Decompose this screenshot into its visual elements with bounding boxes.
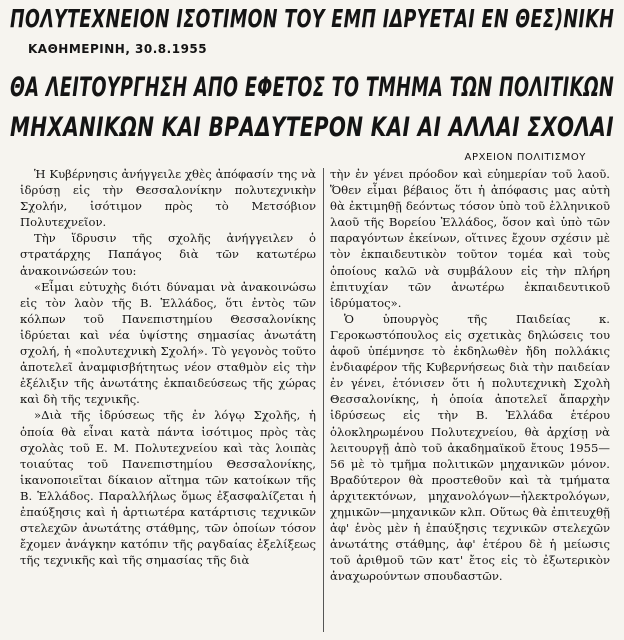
subheadline-line-1: ΘΑ ΛΕΙΤΟΥΡΓΗΣΗ ΑΠΟ ΕΦΕΤΟΣ ΤΟ ΤΜΗΜΑ ΤΩΝ ΠΟΛΙΤΙΚΩΝ xyxy=(10,72,615,103)
article-paragraph: τὴν ἐν γένει πρόοδον καὶ εὐημερίαν τοῦ λαοῦ. Ὅθεν εἶμαι βέβαιος ὅτι ἡ ἀπόφασις μας αὐτὴ θὰ ἐκτιμηθῇ δεόντως τόσον ὑπὸ τοῦ ἑλληνικοῦ λαοῦ τῆς Βορείου Ἑλλάδος, ὅσον καὶ ὑπὸ τῶν παραγόντων ἐκείνων, οἵτινες ἔχουν σχέσιν μὲ τὸν ἐκπαιδευτικὸν τοῦτον τομέα καὶ τοὺς ὁποίους καλῶ νὰ συμβάλουν εἰς τὴν πλήρη ἐπιτυχίαν τῶν ἀνωτέρω ἐκπαιδευτικοῦ ἱδρύματος». xyxy=(330,167,610,310)
article-paragraph: Ἡ Κυβέρνησις ἀνήγγειλε χθὲς ἀπόφασίν της νὰ ἱδρύσῃ εἰς τὴν Θεσσαλονίκην πολυτεχνικὴν Σχολήν, ἰσότιμον πρὸς τὸ Μετσόβιον Πολυτεχνεῖον. xyxy=(20,167,316,230)
article-column-left xyxy=(20,166,316,568)
article-paragraph: Ὁ ὑπουργὸς τῆς Παιδείας κ. Γεροκωστόπουλος εἰς σχετικὰς δηλώσεις του ἀφοῦ ὑπέμνησε τὸ ἐκδηλωθὲν ἤδη πολλάκις ἐνδιαφέρον τῆς Κυβερνήσεως διὰ τὴν παιδείαν ἐν γένει, ἐτόνισεν ὅτι ἡ πολυτεχνικὴ Σχολὴ Θεσσαλονίκης, ἡ ὁποία ἀποτελεῖ ἄπαρχὴν ἱδρύσεως εἰς τὴν Β. Ἑλλάδα ἑτέρου ὁλοκληρωμένου Πολυτεχνείου, θὰ ἀρχίσῃ νὰ λειτουργῇ ἀπὸ τοῦ ἀκαδημαϊκοῦ ἔτους 1955—56 μὲ τὸ τμῆμα πολιτικῶν μηχανικῶν μόνον. Βραδύτερον θὰ προστεθοῦν καὶ τὰ τμήματα ἀρχιτεκτόνων, μηχανολόγων—ἠλεκτρολόγων, χημικῶν—μηχανικῶν κλπ. Οὕτως θὰ ἐπιτευχθῇ ἀφ' ἑνὸς μὲν ἡ ἐπαύξησις τεχνικῶν στελεχῶν ἀνωτάτης στάθμης, ἀφ' ἑτέρου δὲ ἡ μείωσις τοῦ ἀριθμοῦ τῶν κατ' ἔτος εἰς τὸ ἐξωτερικὸν ἀναχωρούντων σπουδαστῶν. xyxy=(330,311,610,584)
archive-credit: ΑΡΧΕΙΟΝ ΠΟΛΙΤΙΣΜΟΥ xyxy=(464,152,586,163)
article-paragraph: »Διὰ τῆς ἱδρύσεως τῆς ἐν λόγῳ Σχολῆς, ἡ ὁποία θὰ εἶναι κατὰ πάντα ἰσότιμος πρὸς τὰς σχολὰς τοῦ Ε. Μ. Πολυτεχνείου καὶ τὰς λοιπὰς τοιαύτας τοῦ Πανεπιστημίου Θεσσαλονίκης, ἱκανοποιεῖται δίκαιον αἴτημα τῶν κατοίκων τῆς Β. Ἑλλάδος. Παραλλήλως ὅμως ἐξασφαλίζεται ἡ ἐπαύξησις καὶ ἡ ἀρτιωτέρα κατάρτισις τεχνικῶν στελεχῶν ἀνωτάτης στάθμης, τῶν ὁποίων τόσον ἔχομεν ἀνάγκην κατόπιν τῆς ραγδαίας ἐξελίξεως τῆς τεχνικῆς καὶ τῆς σημασίας τῆς διὰ xyxy=(20,408,316,568)
article-paragraph: «Εἶμαι εὐτυχὴς διότι δύναμαι νὰ ἀνακοινώσω εἰς τὸν λαὸν τῆς Β. Ἑλλάδος, ὅτι ἐντὸς τῶν κόλπων τοῦ Πανεπιστημίου Θεσσαλονίκης ἱδρύεται καὶ νέα ὑψίστης σημασίας ἀνωτάτη σχολή, ἡ «πολυτεχνικὴ Σχολή». Τὸ γεγονὸς τοῦτο ἀποτελεῖ ἀναμφισβήτητως νέον σταθμὸν εἰς τὴν ἐξέλιξιν τῆς ἀνωτάτης ἐκπαιδεύσεως τῆς χώρας καὶ δὴ τῆς τεχνικῆς. xyxy=(20,279,316,407)
subheadline-line-2: ΜΗΧΑΝΙΚΩΝ ΚΑΙ ΒΡΑΔΥΤΕΡΟΝ ΚΑΙ ΑΙ ΑΛΛΑΙ ΣΧΟΛΑΙ xyxy=(10,112,614,143)
article-column-right xyxy=(330,166,610,584)
main-headline: ΠΟΛΥΤΕΧΝΕΙΟΝ ΙΣΟΤΙΜΟΝ ΤΟΥ ΕΜΠ ΙΔΡΥΕΤΑΙ ΕΝ ΘΕΣ)ΝΙΚΗ xyxy=(10,4,615,33)
article-paragraph: Τὴν ἵδρυσιν τῆς σχολῆς ἀνήγγειλεν ὁ στρατάρχης Παπάγος διὰ τῶν κατωτέρω ἀνακοινώσεών του: xyxy=(20,231,316,278)
dateline: ΚΑΘΗΜΕΡΙΝΗ, 30.8.1955 xyxy=(28,42,208,56)
column-divider xyxy=(323,168,324,632)
